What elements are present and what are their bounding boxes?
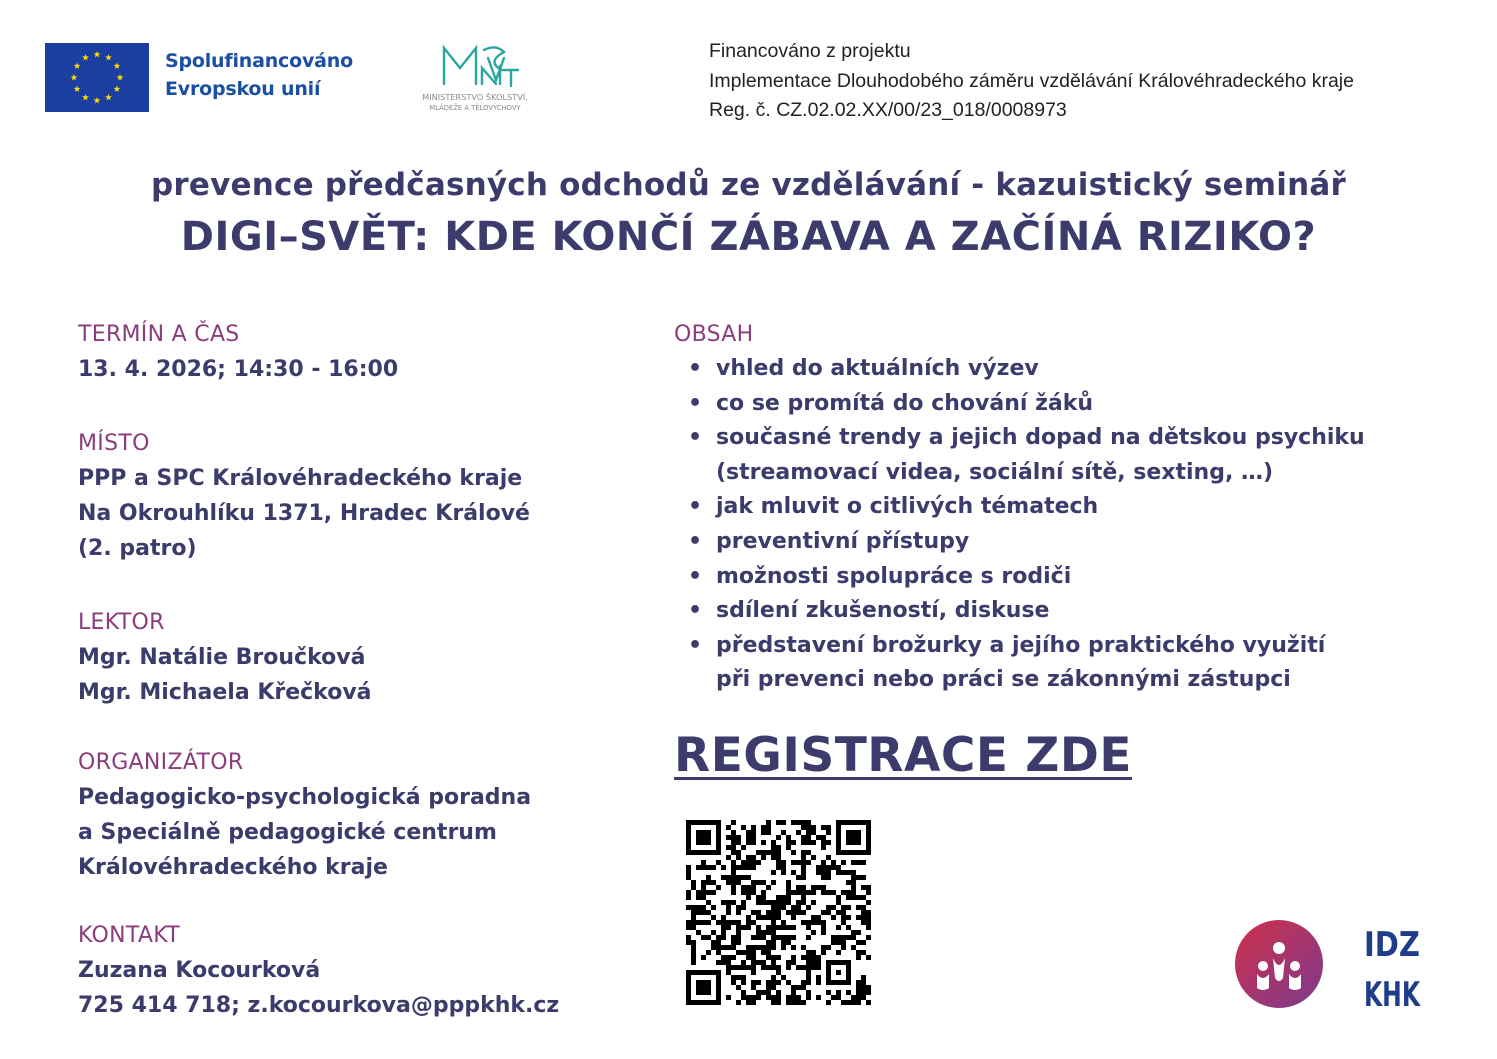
organizator-line-3: Královéhradeckého kraje <box>78 855 388 880</box>
ppp-logo-icon <box>1233 918 1325 1010</box>
ppp-logo <box>1233 918 1325 1010</box>
idz-line-1: IDZ <box>1364 925 1420 965</box>
content-column <box>674 318 1464 698</box>
registration-link[interactable]: REGISTRACE ZDE <box>674 728 1132 783</box>
list-item-line: • představení brožurky a jejího praktického využití <box>716 632 1326 658</box>
idz-khk-logo-icon <box>1363 912 1422 1015</box>
list-item <box>716 421 1464 490</box>
termin-value: 13. 4. 2026; 14:30 - 16:00 <box>78 357 399 382</box>
eu-flag-logo <box>45 43 149 112</box>
termin-label: TERMÍN A ČAS <box>78 322 240 347</box>
misto-line-1: PPP a SPC Královéhradeckého kraje <box>78 466 523 491</box>
seminar-subtitle: prevence předčasných odchodů ze vzdělávání - kazuistický seminář <box>150 167 1347 203</box>
eu-stars-icon <box>45 43 149 112</box>
list-item <box>716 629 1464 698</box>
section-organizator <box>78 746 638 885</box>
idz-khk-logo <box>1363 912 1422 1015</box>
funding-line-3: Reg. č. CZ.02.02.XX/00/23_018/0008973 <box>709 99 1067 121</box>
kontakt-label: KONTAKT <box>78 923 181 948</box>
organizator-line-1: Pedagogicko-psychologická poradna <box>78 785 532 810</box>
kontakt-line-2[interactable]: 725 414 718; z.kocourkova@pppkhk.cz <box>78 993 560 1018</box>
section-kontakt <box>78 919 638 1023</box>
misto-label: MÍSTO <box>78 431 150 456</box>
misto-line-2: Na Okrouhlíku 1371, Hradec Králové <box>78 501 530 526</box>
qr-code-icon <box>686 820 871 1005</box>
eu-line-1: Spolufinancováno <box>165 50 353 72</box>
list-item: • preventivní přístupy <box>716 525 1464 560</box>
msmt-line-1: MINISTERSTVO ŠKOLSTVÍ, <box>422 92 528 102</box>
registration-qr-code[interactable] <box>686 820 871 1005</box>
content-list <box>674 352 1464 698</box>
funding-line-2: Implementace Dlouhodobého záměru vzdělávání Královéhradeckého kraje <box>709 69 1354 92</box>
eu-line-2: Evropskou unií <box>165 78 321 100</box>
list-item: • možnosti spolupráce s rodiči <box>716 560 1464 595</box>
lektor-label: LEKTOR <box>78 610 165 635</box>
idz-line-2: KHK <box>1364 975 1422 1015</box>
details-column <box>78 318 638 1023</box>
msmt-logo <box>400 40 550 115</box>
msmt-line-2: MLÁDEŽE A TĚLOVÝCHOVY <box>429 104 521 112</box>
msmt-logo-mark <box>400 40 550 115</box>
list-item: • jak mluvit o citlivých tématech <box>716 490 1464 525</box>
lektor-line-1: Mgr. Natálie Broučková <box>78 645 366 670</box>
section-misto <box>78 427 638 566</box>
lektor-line-2: Mgr. Michaela Křečková <box>78 680 372 705</box>
list-item: • co se promítá do chování žáků <box>716 387 1464 422</box>
misto-line-3: (2. patro) <box>78 536 197 561</box>
seminar-title: DIGI–SVĚT: KDE KONČÍ ZÁBAVA A ZAČÍNÁ RIZIKO? <box>180 214 1317 260</box>
list-item-line: při prevenci nebo práci se zákonnými zástupci <box>716 667 1291 693</box>
funding-line-1: Financováno z projektu <box>709 40 911 62</box>
organizator-line-2: a Speciálně pedagogické centrum <box>78 820 497 845</box>
list-item: • vhled do aktuálních výzev <box>716 352 1464 387</box>
kontakt-line-1: Zuzana Kocourková <box>78 958 321 983</box>
eu-cofunding-text <box>165 47 353 103</box>
list-item-line: • současné trendy a jejich dopad na dětskou psychiku <box>716 425 1365 451</box>
section-lektor <box>78 606 638 710</box>
section-termin <box>78 318 638 387</box>
obsah-label: OBSAH <box>674 322 754 347</box>
list-item-line: (streamovací videa, sociální sítě, sexting, …) <box>716 459 1274 485</box>
organizator-label: ORGANIZÁTOR <box>78 750 244 775</box>
list-item: • sdílení zkušeností, diskuse <box>716 594 1464 629</box>
funding-info <box>709 37 1354 126</box>
